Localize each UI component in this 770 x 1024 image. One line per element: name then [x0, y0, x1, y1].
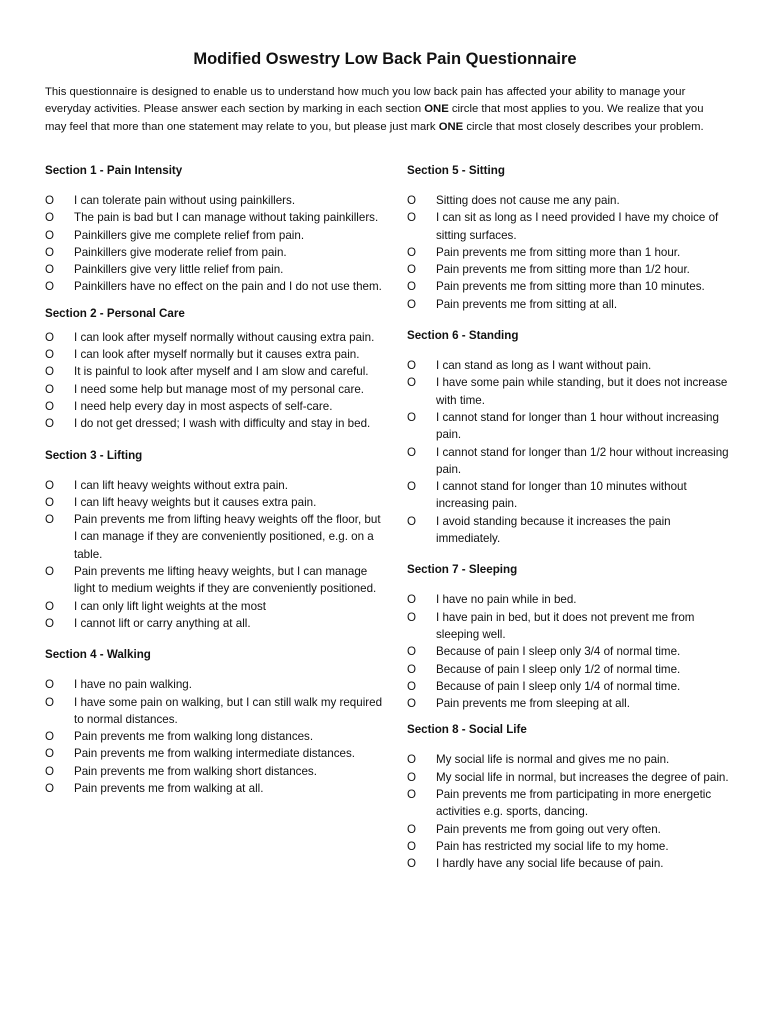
radio-circle[interactable]: O — [407, 359, 417, 373]
option-label: Sitting does not cause me any pain. — [436, 194, 620, 207]
radio-circle[interactable]: O — [45, 365, 55, 379]
option-item[interactable] — [407, 643, 737, 660]
radio-circle[interactable]: O — [45, 565, 55, 579]
radio-circle[interactable]: O — [407, 514, 417, 528]
option-item[interactable] — [45, 346, 385, 363]
option-label: Pain prevents me lifting heavy weights, but I can manage light to medium weights if they are conveniently positioned. — [74, 565, 377, 596]
section-title: Section 5 - Sitting — [407, 164, 505, 177]
radio-circle[interactable]: O — [45, 695, 55, 709]
option-item[interactable] — [407, 278, 737, 295]
option-label: I can sit as long as I need provided I have my choice of sitting surfaces. — [436, 211, 719, 242]
section-walking — [45, 645, 385, 797]
option-item[interactable] — [407, 695, 737, 712]
option-label: Pain prevents me from sitting at all. — [436, 297, 618, 311]
option-label: Because of pain I sleep only 3/4 of normal time. — [436, 645, 681, 659]
radio-circle[interactable]: O — [407, 280, 417, 294]
option-label: I need help every day in most aspects of self-care. — [74, 399, 333, 413]
option-item[interactable] — [407, 192, 737, 209]
option-item[interactable] — [407, 357, 737, 374]
spacer — [407, 547, 737, 560]
option-label: I have some pain while standing, but it does not increase with time. — [436, 376, 728, 407]
radio-circle[interactable]: O — [407, 770, 417, 784]
option-item[interactable] — [407, 609, 737, 644]
radio-circle[interactable]: O — [45, 599, 55, 613]
section-sleeping — [407, 560, 737, 712]
section-lifting — [45, 446, 385, 633]
option-label: I can only lift light weights at the most — [74, 599, 267, 613]
option-label: My social life in normal, but increases the degree of pain. — [436, 770, 729, 784]
radio-circle[interactable]: O — [45, 730, 55, 744]
option-label: I can lift heavy weights without extra pain. — [74, 478, 288, 492]
option-list — [407, 751, 737, 872]
option-item[interactable] — [407, 261, 737, 278]
radio-circle[interactable]: O — [407, 645, 417, 659]
option-label: I can stand as long as I want without pain. — [436, 359, 652, 373]
option-item[interactable] — [407, 855, 737, 872]
radio-circle[interactable]: O — [45, 348, 55, 362]
option-list — [45, 192, 385, 296]
option-item[interactable] — [45, 598, 385, 615]
radio-circle[interactable]: O — [45, 382, 55, 396]
option-label: I cannot stand for longer than 1/2 hour without increasing pain. — [436, 445, 729, 476]
option-item[interactable] — [45, 192, 385, 209]
radio-circle[interactable]: O — [407, 445, 417, 459]
radio-circle[interactable]: O — [45, 616, 55, 630]
option-label: Pain prevents me from walking long distances. — [74, 730, 314, 744]
option-item[interactable] — [407, 478, 737, 513]
option-item[interactable] — [45, 563, 385, 598]
option-label: Because of pain I sleep only 1/2 of normal time. — [436, 662, 681, 676]
option-item[interactable] — [45, 615, 385, 632]
radio-circle[interactable]: O — [45, 263, 55, 277]
option-label: I cannot stand for longer than 10 minutes without increasing pain. — [436, 480, 687, 511]
option-label: Pain prevents me from walking at all. — [74, 782, 264, 796]
option-label: Pain prevents me from walking short distances. — [74, 764, 317, 778]
option-label: I avoid standing because it increases the pain immediately. — [436, 514, 671, 546]
radio-circle[interactable]: O — [45, 417, 55, 431]
option-label: I hardly have any social life because of pain. — [436, 857, 664, 871]
section-personal-care — [45, 304, 385, 433]
option-label: It is painful to look after myself and I am slow and careful. — [74, 365, 369, 379]
option-item[interactable] — [45, 676, 385, 693]
radio-circle[interactable]: O — [407, 679, 417, 693]
option-list — [407, 192, 737, 313]
option-label: I do not get dressed; I wash with difficulty and stay in bed. — [74, 417, 371, 431]
option-item[interactable] — [45, 329, 385, 346]
option-label: Pain prevents me from participating in more energetic activities e.g. sports, dancing. — [436, 788, 712, 819]
section-standing — [407, 326, 737, 547]
radio-circle[interactable]: O — [45, 399, 55, 413]
option-list — [45, 477, 385, 633]
radio-circle[interactable]: O — [45, 245, 55, 259]
option-label: Painkillers give moderate relief from pain. — [74, 245, 287, 259]
radio-circle[interactable]: O — [45, 194, 55, 207]
option-label: Pain prevents me from sitting more than 1/2 hour. — [436, 263, 690, 277]
right-column — [407, 161, 737, 873]
option-item[interactable] — [407, 296, 737, 313]
option-label: Because of pain I sleep only 1/4 of normal time. — [436, 679, 681, 693]
option-item[interactable] — [407, 751, 737, 768]
option-item[interactable] — [407, 769, 737, 786]
option-item[interactable] — [45, 728, 385, 745]
section-title: Section 8 - Social Life — [407, 723, 527, 737]
option-item[interactable] — [407, 821, 737, 838]
option-item[interactable] — [407, 661, 737, 678]
section-social-life — [407, 720, 737, 872]
radio-circle[interactable]: O — [45, 513, 55, 527]
option-item[interactable] — [45, 278, 385, 295]
option-item[interactable] — [45, 694, 385, 729]
intro-text-3: circle that most closely describes your problem. — [463, 120, 704, 133]
radio-circle[interactable]: O — [407, 788, 417, 802]
radio-circle[interactable]: O — [45, 678, 55, 692]
option-item[interactable] — [45, 494, 385, 511]
option-label: Painkillers give very little relief from pain. — [74, 263, 284, 277]
option-label: Pain prevents me from going out very often. — [436, 822, 661, 836]
radio-circle[interactable]: O — [407, 593, 417, 607]
option-item[interactable] — [407, 591, 737, 608]
intro-text-1: This questionnaire is designed to enable us to understand how much you low back pain has affected your ability to manage your everyday activities. Please answer each section by marking in each section — [45, 86, 686, 116]
option-label: I can lift heavy weights but it causes extra pain. — [74, 495, 317, 509]
radio-circle[interactable]: O — [407, 211, 417, 225]
option-label: I need some help but manage most of my personal care. — [74, 382, 365, 396]
option-label: My social life is normal and gives me no pain. — [436, 753, 670, 767]
option-label: I have no pain while in bed. — [436, 593, 577, 607]
option-label: I cannot lift or carry anything at all. — [74, 616, 251, 630]
option-label: Pain has restricted my social life to my home. — [436, 839, 669, 853]
radio-circle[interactable]: O — [407, 297, 417, 311]
radio-circle[interactable]: O — [407, 857, 417, 871]
intro-paragraph — [45, 84, 725, 136]
intro-emphasis-1: ONE — [424, 103, 449, 116]
option-item[interactable] — [45, 227, 385, 244]
radio-circle[interactable]: O — [407, 610, 417, 624]
option-item[interactable] — [45, 415, 385, 432]
radio-circle[interactable]: O — [45, 211, 55, 225]
option-item[interactable] — [407, 444, 737, 479]
spacer — [407, 313, 737, 326]
radio-circle[interactable]: O — [407, 410, 417, 424]
section-title: Section 6 - Standing — [407, 329, 519, 343]
option-item[interactable] — [45, 477, 385, 494]
option-label: Painkillers have no effect on the pain and I do not use them. — [74, 280, 382, 294]
section-title: Section 2 - Personal Care — [45, 306, 185, 320]
option-item[interactable] — [407, 786, 737, 821]
radio-circle[interactable]: O — [45, 280, 55, 294]
option-item[interactable] — [45, 511, 385, 563]
option-list — [407, 357, 737, 547]
radio-circle[interactable]: O — [407, 263, 417, 277]
option-item[interactable] — [407, 374, 737, 409]
option-item[interactable] — [407, 409, 737, 444]
section-sitting — [407, 161, 737, 313]
spacer — [45, 296, 385, 304]
radio-circle[interactable]: O — [45, 747, 55, 761]
option-item[interactable] — [45, 381, 385, 398]
section-title: Section 7 - Sleeping — [407, 563, 518, 577]
radio-circle[interactable]: O — [45, 330, 55, 344]
radio-circle[interactable]: O — [407, 697, 417, 711]
intro-text-2: circle that most applies to you. We realize that you may feel that more than one statement may relate to you, but please just mark — [45, 103, 704, 133]
option-label: I cannot stand for longer than 1 hour without increasing pain. — [436, 410, 719, 442]
option-label: I can look after myself normally but it causes extra pain. — [74, 348, 360, 362]
left-column — [45, 161, 385, 797]
option-item[interactable] — [45, 763, 385, 780]
option-label: Pain prevents me from lifting heavy weights off the floor, but I can manage if they are conveniently positioned, e.g. on a table. — [74, 513, 381, 561]
option-item[interactable] — [45, 363, 385, 380]
option-item[interactable] — [45, 780, 385, 797]
option-item[interactable] — [407, 209, 737, 244]
option-item[interactable] — [407, 678, 737, 695]
radio-circle[interactable]: O — [45, 495, 55, 509]
radio-circle[interactable]: O — [45, 782, 55, 796]
option-label: Pain prevents me from walking intermediate distances. — [74, 747, 355, 761]
radio-circle[interactable]: O — [407, 839, 417, 853]
spacer — [407, 712, 737, 720]
option-label: The pain is bad but I can manage without taking painkillers. — [74, 211, 379, 225]
option-item[interactable] — [407, 244, 737, 261]
option-item[interactable] — [407, 838, 737, 855]
radio-circle[interactable]: O — [407, 822, 417, 836]
radio-circle[interactable]: O — [407, 662, 417, 676]
radio-circle[interactable]: O — [45, 764, 55, 778]
option-label: Pain prevents me from sleeping at all. — [436, 697, 630, 711]
option-list — [45, 329, 385, 433]
option-list — [45, 676, 385, 797]
section-title: Section 4 - Walking — [45, 648, 151, 662]
intro-emphasis-2: ONE — [438, 120, 464, 133]
spacer — [45, 433, 385, 446]
section-title: Section 1 - Pain Intensity — [45, 164, 183, 177]
radio-circle[interactable]: O — [407, 480, 417, 494]
option-item[interactable] — [407, 513, 737, 548]
radio-circle[interactable]: O — [45, 478, 55, 492]
option-label: I have pain in bed, but it does not prevent me from sleeping well. — [436, 610, 695, 641]
section-title: Section 3 - Lifting — [45, 448, 143, 462]
option-item[interactable] — [45, 261, 385, 278]
option-item[interactable] — [45, 209, 385, 226]
section-pain-intensity — [45, 161, 385, 296]
option-label: I can look after myself normally without causing extra pain. — [74, 330, 375, 344]
option-item[interactable] — [45, 244, 385, 261]
option-item[interactable] — [45, 398, 385, 415]
option-label: I have some pain on walking, but I can still walk my required to normal distances. — [74, 695, 383, 726]
option-label: I have no pain walking. — [74, 678, 192, 692]
radio-circle[interactable]: O — [407, 376, 417, 390]
option-label: Pain prevents me from sitting more than 1 hour. — [436, 245, 681, 259]
radio-circle[interactable]: O — [407, 194, 417, 207]
radio-circle[interactable]: O — [45, 228, 55, 242]
option-list — [407, 591, 737, 712]
radio-circle[interactable]: O — [407, 753, 417, 767]
option-label: Painkillers give me complete relief from pain. — [74, 228, 305, 242]
option-label: I can tolerate pain without using painkillers. — [74, 194, 296, 207]
spacer — [45, 632, 385, 645]
page-title: Modified Oswestry Low Back Pain Questionnaire — [193, 50, 577, 68]
option-label: Pain prevents me from sitting more than 10 minutes. — [436, 280, 705, 294]
option-item[interactable] — [45, 745, 385, 762]
radio-circle[interactable]: O — [407, 245, 417, 259]
